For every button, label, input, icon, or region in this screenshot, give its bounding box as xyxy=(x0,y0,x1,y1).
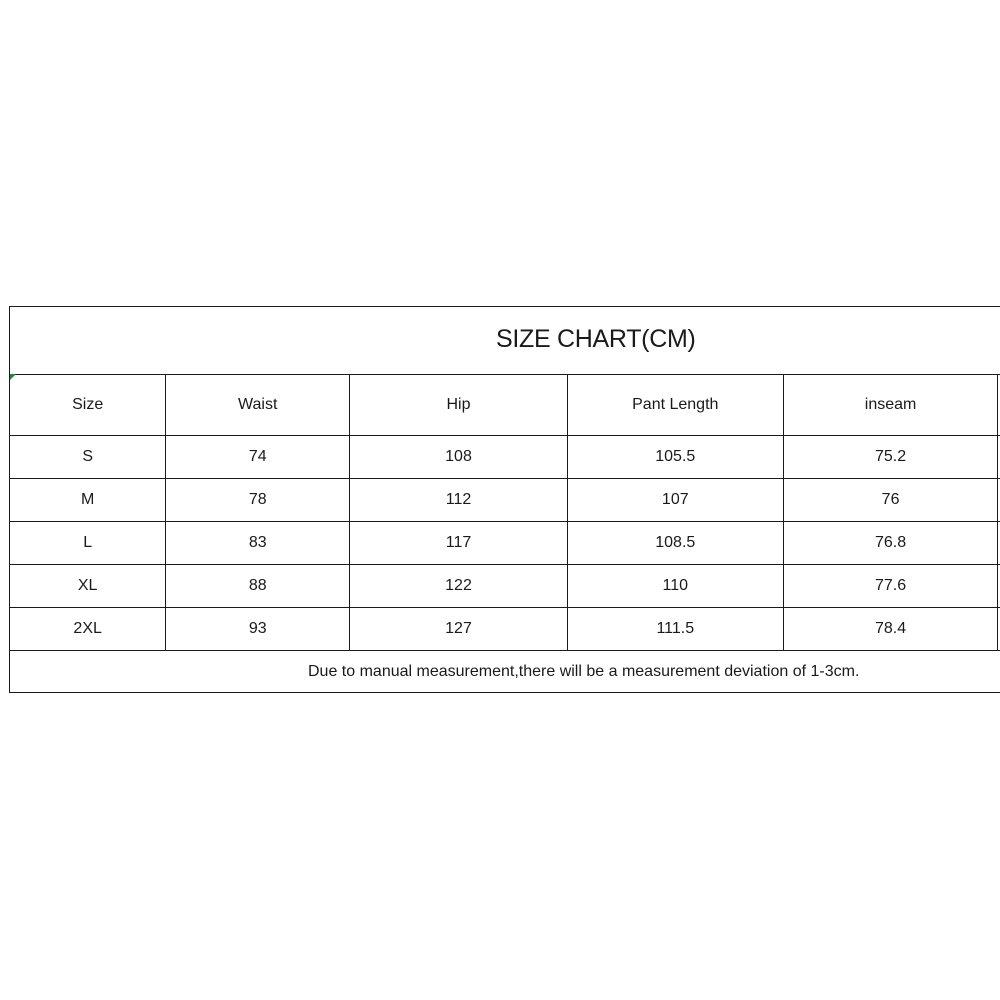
table-cell: 110 xyxy=(567,565,783,608)
table-cell: 117 xyxy=(350,522,568,565)
table-cell: M xyxy=(10,479,166,522)
table-cell: 76 xyxy=(783,479,998,522)
table-cell: 83 xyxy=(166,522,350,565)
table-row xyxy=(10,479,1000,522)
table-row xyxy=(10,565,1000,608)
column-header-waist: Waist xyxy=(166,375,350,436)
column-header-inseam: inseam xyxy=(783,375,998,436)
table-cell: 122 xyxy=(350,565,568,608)
table-cell: 78.4 xyxy=(783,608,998,651)
table-cell: S xyxy=(10,436,166,479)
table-cell: 74 xyxy=(166,436,350,479)
measurement-note-row xyxy=(10,650,1000,692)
table-cell: 88 xyxy=(166,565,350,608)
size-chart-title-row xyxy=(10,307,1000,375)
column-header-pant-length: Pant Length xyxy=(567,375,783,436)
table-cell: 75.2 xyxy=(783,436,998,479)
table-cell: XL xyxy=(10,565,166,608)
table-cell: 112 xyxy=(350,479,568,522)
table-cell: 2XL xyxy=(10,608,166,651)
table-header-row xyxy=(10,375,1000,436)
table-cell: 77.6 xyxy=(783,565,998,608)
size-chart xyxy=(9,306,1000,693)
table-cell: 76.8 xyxy=(783,522,998,565)
table-cell: 107 xyxy=(567,479,783,522)
table-row xyxy=(10,436,1000,479)
table-cell: 108 xyxy=(350,436,568,479)
size-chart-title: SIZE CHART(CM) xyxy=(496,325,696,353)
table-cell: 111.5 xyxy=(567,608,783,651)
table-cell: 127 xyxy=(350,608,568,651)
table-cell: 78 xyxy=(166,479,350,522)
table-row xyxy=(10,522,1000,565)
table-cell: L xyxy=(10,522,166,565)
table-cell: 93 xyxy=(166,608,350,651)
column-header-size: Size xyxy=(10,375,166,436)
size-table xyxy=(10,375,1000,651)
column-header-hip: Hip xyxy=(350,375,568,436)
table-row xyxy=(10,608,1000,651)
table-cell: 105.5 xyxy=(567,436,783,479)
table-cell: 108.5 xyxy=(567,522,783,565)
measurement-note: Due to manual measurement,there will be a measurement deviation of 1-3cm. xyxy=(308,663,860,680)
